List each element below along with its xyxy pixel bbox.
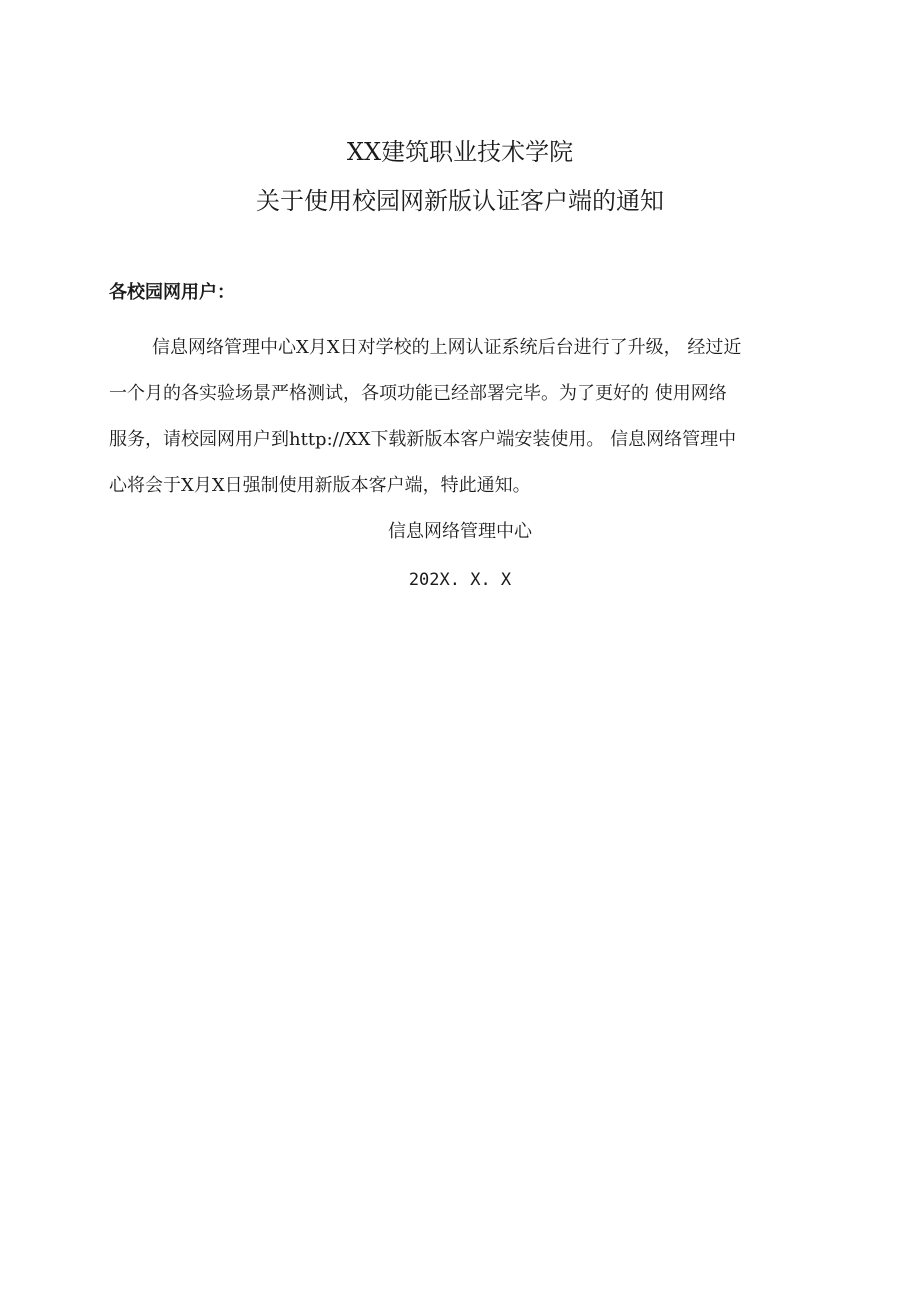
body-line: 服务，请校园网用户到http://XX下载新版本客户端安装使用。 信息网络管理中: [109, 429, 737, 450]
body-line: 信息网络管理中心X月X日对学校的上网认证系统后台进行了升级， 经过近: [152, 337, 742, 358]
notice-body: [109, 325, 813, 509]
document-title-school: XX建筑职业技术学院: [346, 138, 574, 166]
document-title-notice: 关于使用校园网新版认证客户端的通知: [256, 187, 664, 215]
salutation: 各校园网用户：: [109, 282, 235, 303]
signature-organization: 信息网络管理中心: [388, 521, 532, 542]
body-line: 心将会于X月X日强制使用新版本客户端，特此通知。: [109, 475, 531, 496]
body-line: 一个月的各实验场景严格测试，各项功能已经部署完毕。为了更好的 使用网络: [109, 383, 727, 404]
signature-date: 202X. X. X: [408, 570, 512, 590]
